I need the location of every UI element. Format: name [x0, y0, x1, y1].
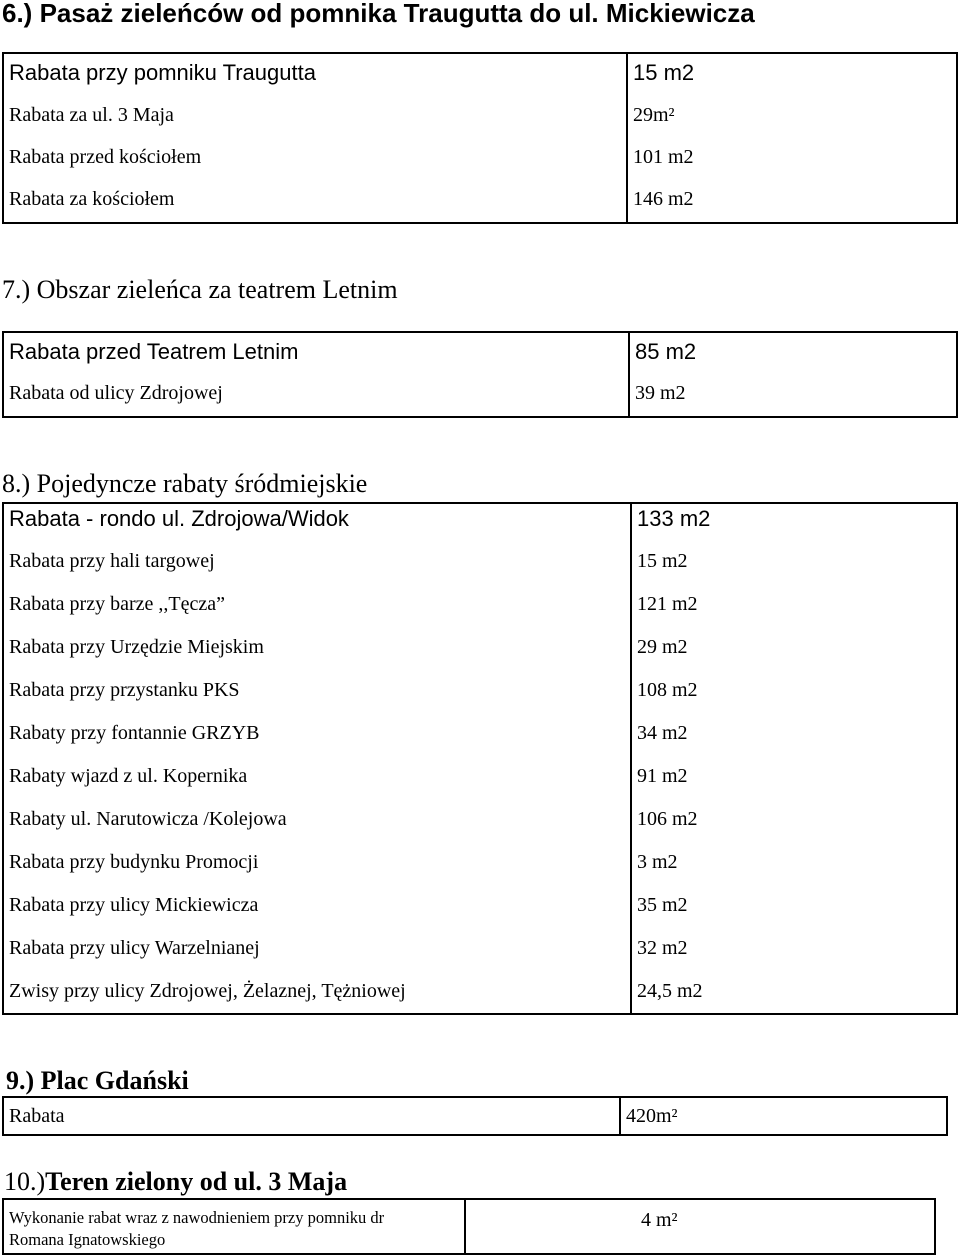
- s8-row-name: Zwisy przy ulicy Zdrojowej, Żelaznej, Tężniowej: [9, 980, 406, 1002]
- s8-row-area: 91 m2: [637, 765, 688, 787]
- section-10-heading-title: Teren zielony od ul. 3 Maja: [45, 1167, 348, 1196]
- s8-row-name: Rabata przy hali targowej: [9, 550, 215, 572]
- s8-row-area: 32 m2: [637, 937, 688, 959]
- s8-row-name: Rabaty przy fontannie GRZYB: [9, 722, 260, 744]
- s8-row-name: Rabata - rondo ul. Zdrojowa/Widok: [9, 506, 349, 531]
- section-8-divider: [630, 502, 632, 1015]
- s9-row-area: 420m²: [626, 1105, 678, 1127]
- section-7-heading: 7.) Obszar zieleńca za teatrem Letnim: [2, 275, 398, 304]
- s6-row-area: 15 m2: [633, 60, 695, 85]
- s8-row-name: Rabata przy przystanku PKS: [9, 679, 240, 701]
- section-9-table: [2, 1096, 948, 1136]
- s8-row-area: 34 m2: [637, 722, 688, 744]
- s7-row-name: Rabata od ulicy Zdrojowej: [9, 382, 223, 404]
- s8-row-area: 29 m2: [637, 636, 688, 658]
- s8-row-name: Rabata przy budynku Promocji: [9, 851, 259, 873]
- s8-row-name: Rabata przy barze ,,Tęcza”: [9, 593, 225, 615]
- section-10-heading-prefix: 10.): [4, 1167, 46, 1196]
- s6-row-name: Rabata za kościołem: [9, 188, 175, 210]
- s10-row-area: 4 m²: [641, 1209, 678, 1231]
- s8-row-area: 35 m2: [637, 894, 688, 916]
- section-10-divider: [464, 1198, 466, 1255]
- s7-row-area: 85 m2: [635, 339, 697, 364]
- s8-row-area: 108 m2: [637, 679, 698, 701]
- s6-row-name: Rabata za ul. 3 Maja: [9, 104, 174, 126]
- s6-row-name: Rabata przy pomniku Traugutta: [9, 60, 316, 85]
- s8-row-name: Rabaty wjazd z ul. Kopernika: [9, 765, 248, 787]
- s8-row-area: 121 m2: [637, 593, 698, 615]
- s8-row-name: Rabata przy ulicy Warzelnianej: [9, 937, 260, 959]
- s10-row-name-line1: Wykonanie rabat wraz z nawodnieniem przy pomniku dr: [9, 1208, 385, 1227]
- s8-row-name: Rabaty ul. Narutowicza /Kolejowa: [9, 808, 287, 830]
- s8-row-area: 15 m2: [637, 550, 688, 572]
- s10-row-name-line2: Romana Ignatowskiego: [9, 1230, 166, 1249]
- s8-row-area: 106 m2: [637, 808, 698, 830]
- section-8-heading: 8.) Pojedyncze rabaty śródmiejskie: [2, 469, 368, 498]
- section-6-divider: [626, 52, 628, 224]
- section-6-heading: 6.) Pasaż zieleńców od pomnika Traugutta do ul. Mickiewicza: [2, 0, 755, 28]
- s6-row-area: 29m²: [633, 104, 675, 126]
- s7-row-area: 39 m2: [635, 382, 686, 404]
- s8-row-area: 3 m2: [637, 851, 678, 873]
- s9-row-name: Rabata: [9, 1105, 65, 1127]
- section-7-divider: [628, 331, 630, 418]
- s6-row-area: 146 m2: [633, 188, 694, 210]
- section-9-divider: [619, 1096, 621, 1136]
- section-10-heading: [4, 1167, 347, 1197]
- s7-row-name: Rabata przed Teatrem Letnim: [9, 339, 299, 364]
- s6-row-name: Rabata przed kościołem: [9, 146, 202, 168]
- s8-row-area: 24,5 m2: [637, 980, 703, 1002]
- section-9-heading: 9.) Plac Gdański: [6, 1066, 189, 1095]
- s8-row-area: 133 m2: [637, 506, 711, 531]
- s6-row-area: 101 m2: [633, 146, 694, 168]
- s8-row-name: Rabata przy ulicy Mickiewicza: [9, 894, 259, 916]
- s8-row-name: Rabata przy Urzędzie Miejskim: [9, 636, 264, 658]
